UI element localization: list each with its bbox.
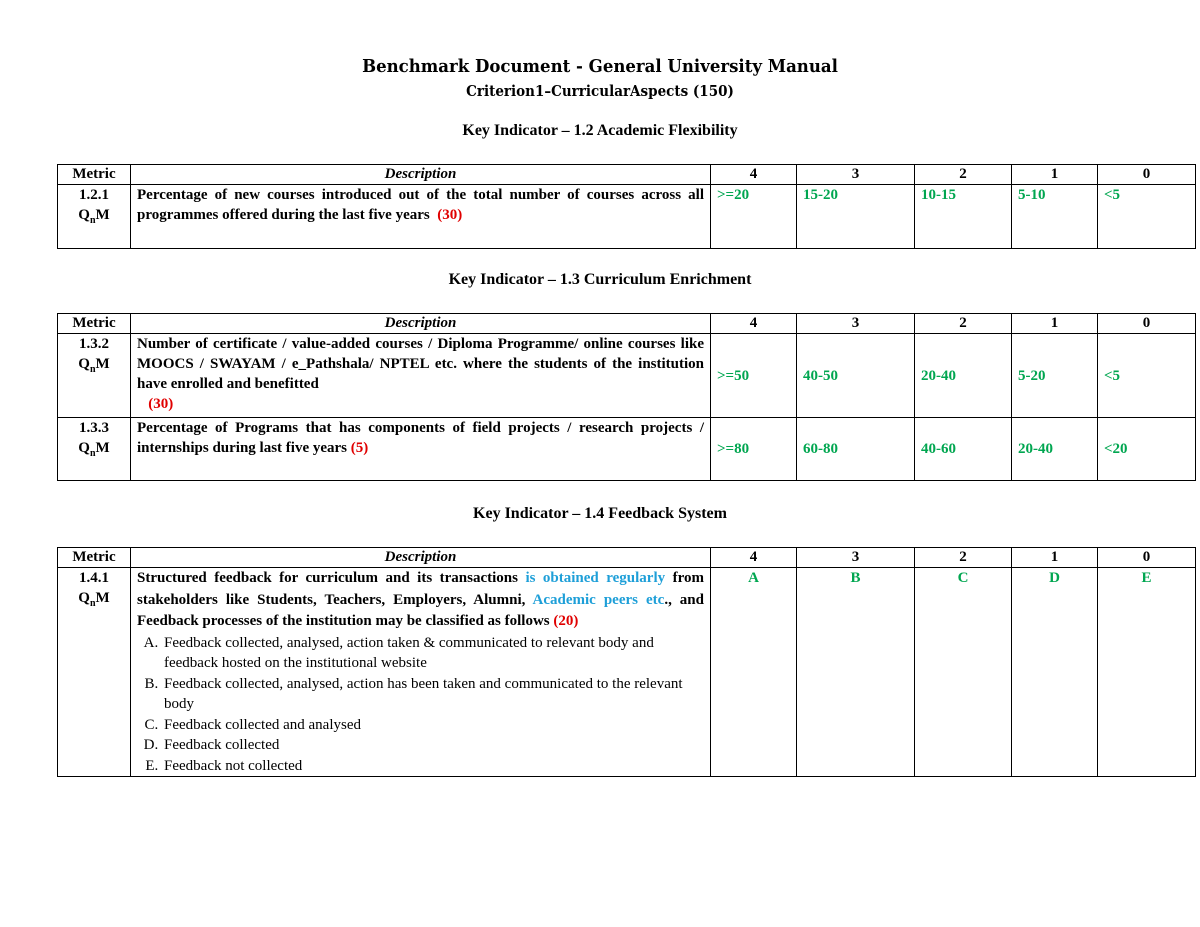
- header-score-0: 0: [1098, 314, 1196, 334]
- key-indicator-1-2-table: [57, 164, 1196, 249]
- list-item: D. Feedback collected: [162, 735, 704, 756]
- table-header-row: [58, 548, 1196, 568]
- header-score-2: 2: [915, 548, 1012, 568]
- header-metric: Metric: [58, 548, 131, 568]
- key-indicator-1-3-table: [57, 313, 1196, 481]
- header-description: Description: [131, 548, 711, 568]
- score-4: >=20: [711, 185, 797, 249]
- metric-type: $Q_nM$: [78, 440, 110, 459]
- score-4: >=80: [711, 418, 797, 481]
- header-score-1: 1: [1012, 165, 1098, 185]
- document-title: Benchmark Document - General University Manual: [362, 56, 838, 77]
- metric-cell: [58, 185, 131, 249]
- key-indicator-1-2-heading: Key Indicator – 1.2 Academic Flexibility: [462, 122, 738, 139]
- header-score-3: 3: [797, 548, 915, 568]
- description-cell: [131, 418, 711, 481]
- header-score-1: 1: [1012, 314, 1098, 334]
- header-metric: Metric: [58, 314, 131, 334]
- score-0: E: [1098, 568, 1196, 777]
- table-header-row: [58, 165, 1196, 185]
- key-indicator-1-4-heading: Key Indicator – 1.4 Feedback System: [473, 505, 727, 522]
- metric-cell: [58, 418, 131, 481]
- metric-id: 1.3.3: [79, 420, 109, 436]
- score-3: B: [797, 568, 915, 777]
- feedback-options-list: [137, 633, 704, 777]
- header-description: Description: [131, 314, 711, 334]
- table-row: [58, 334, 1196, 418]
- highlight-academic-peers: Academic peers etc: [532, 591, 665, 608]
- description-text: Percentage of new courses introduced out of the total number of courses across all programmes offered during the last five years: [137, 187, 704, 223]
- score-0: <5: [1098, 185, 1196, 249]
- metric-cell: [58, 334, 131, 418]
- score-3: 15-20: [797, 185, 915, 249]
- weight-label: (20): [553, 613, 579, 629]
- description-text: Percentage of Programs that has components of field projects / research projects / internships during last five years: [137, 420, 704, 456]
- metric-id: 1.3.2: [79, 336, 109, 352]
- description-text: from stakeholders like Students, Teachers, Employers, Alumni,: [137, 570, 704, 608]
- metric-type: $Q_nM$: [78, 590, 110, 609]
- score-4: A: [711, 568, 797, 777]
- key-indicator-1-3-heading: Key Indicator – 1.3 Curriculum Enrichment: [448, 271, 752, 288]
- score-0: <20: [1098, 418, 1196, 481]
- header-metric: Metric: [58, 165, 131, 185]
- score-2: 10-15: [915, 185, 1012, 249]
- metric-type: $Q_nM$: [78, 207, 110, 226]
- table-row: [58, 568, 1196, 777]
- header-score-4: 4: [711, 314, 797, 334]
- metric-id: 1.4.1: [79, 570, 109, 586]
- score-1: 5-20: [1012, 334, 1098, 418]
- metric-id: 1.2.1: [79, 187, 109, 203]
- header-score-0: 0: [1098, 548, 1196, 568]
- header-score-3: 3: [797, 165, 915, 185]
- list-item: B. Feedback collected, analysed, action has been taken and communicated to the relevant body: [162, 674, 704, 715]
- score-2: 40-60: [915, 418, 1012, 481]
- list-item: E. Feedback not collected: [162, 756, 704, 777]
- description-text: Number of certificate / value-added courses / Diploma Programme/ online courses like MOOCS / SWAYAM / e_Pathshala/ NPTEL etc. where the students of the institution have enrolled and benefitted: [137, 336, 704, 392]
- key-indicator-1-4-table: [57, 547, 1196, 777]
- score-2: 20-40: [915, 334, 1012, 418]
- document-subtitle: Criterion1–CurricularAspects (150): [466, 82, 734, 100]
- header-score-2: 2: [915, 165, 1012, 185]
- header-score-1: 1: [1012, 548, 1098, 568]
- list-item: C. Feedback collected and analysed: [162, 715, 704, 736]
- metric-cell: [58, 568, 131, 777]
- score-3: 60-80: [797, 418, 915, 481]
- table-header-row: [58, 314, 1196, 334]
- score-2: C: [915, 568, 1012, 777]
- description-cell: [131, 185, 711, 249]
- score-1: D: [1012, 568, 1098, 777]
- score-3: 40-50: [797, 334, 915, 418]
- table-row: [58, 418, 1196, 481]
- header-description: Description: [131, 165, 711, 185]
- header-score-2: 2: [915, 314, 1012, 334]
- header-score-0: 0: [1098, 165, 1196, 185]
- score-1: 20-40: [1012, 418, 1098, 481]
- table-row: [58, 185, 1196, 249]
- weight-label: (5): [350, 440, 369, 456]
- header-score-4: 4: [711, 165, 797, 185]
- description-text: Structured feedback for curriculum and its transactions: [137, 570, 526, 586]
- list-item: A. Feedback collected, analysed, action taken & communicated to relevant body and feedback hosted on the institutional website: [162, 633, 704, 674]
- header-score-3: 3: [797, 314, 915, 334]
- score-0: <5: [1098, 334, 1196, 418]
- score-1: 5-10: [1012, 185, 1098, 249]
- header-score-4: 4: [711, 548, 797, 568]
- description-text: ., and Feedback processes of the institution may be classified as follows: [137, 591, 704, 629]
- highlight-obtained-regularly: is obtained regularly: [525, 570, 666, 586]
- weight-label: (30): [437, 207, 463, 223]
- description-cell: [131, 334, 711, 418]
- weight-label: (30): [148, 396, 174, 412]
- metric-type: $Q_nM$: [78, 356, 110, 375]
- score-4: >=50: [711, 334, 797, 418]
- description-cell: [131, 568, 711, 777]
